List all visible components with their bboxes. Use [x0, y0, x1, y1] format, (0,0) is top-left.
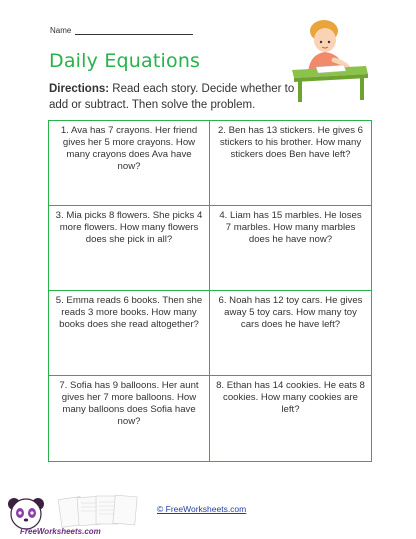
problem-box-3: 3. Mia picks 8 flowers. She picks 4 more flowers. How many flowers does she pick in all? [49, 206, 210, 291]
directions-label: Directions: [49, 83, 110, 95]
problem-box-8: 8. Ethan has 14 cookies. He eats 8 cookies. How many cookies are left? [216, 380, 365, 415]
logo-text: FreeWorksheets.com [20, 527, 101, 536]
directions [49, 82, 309, 113]
directions-text: Read each story. Decide whether to add or subtract. Then solve the problem. [49, 83, 295, 111]
problem-box-2: 2. Ben has 13 stickers. He gives 6 stickers to his brother. How many stickers does Ben have left? [210, 121, 371, 206]
problem-box-1: 1. Ava has 7 crayons. Her friend gives her 5 more crayons. How many crayons does Ava have now? [49, 121, 210, 206]
problem-box-4: 4. Liam has 15 marbles. He loses 7 marbles. How many marbles does he have now? [210, 206, 371, 291]
problem-box-7: 7. Sofia has 9 balloons. Her aunt gives her 7 more balloons. How many balloons does Sofia have now? [49, 376, 210, 461]
copyright-link[interactable]: © FreeWorksheets.com [157, 504, 247, 514]
child-writing-illustration [288, 14, 370, 104]
problem-grid [48, 120, 372, 462]
problem-box-5: 5. Emma reads 6 books. Then she reads 3 more books. How many books does she read altogether? [49, 291, 210, 376]
name-label: Name [50, 26, 72, 35]
problem-box-6: 6. Noah has 12 toy cars. He gives away 5 toy cars. How many toy cars does he have left? [210, 291, 371, 376]
name-field[interactable] [50, 26, 193, 35]
page-title: Daily Equations [49, 50, 201, 72]
name-line[interactable] [75, 27, 193, 35]
